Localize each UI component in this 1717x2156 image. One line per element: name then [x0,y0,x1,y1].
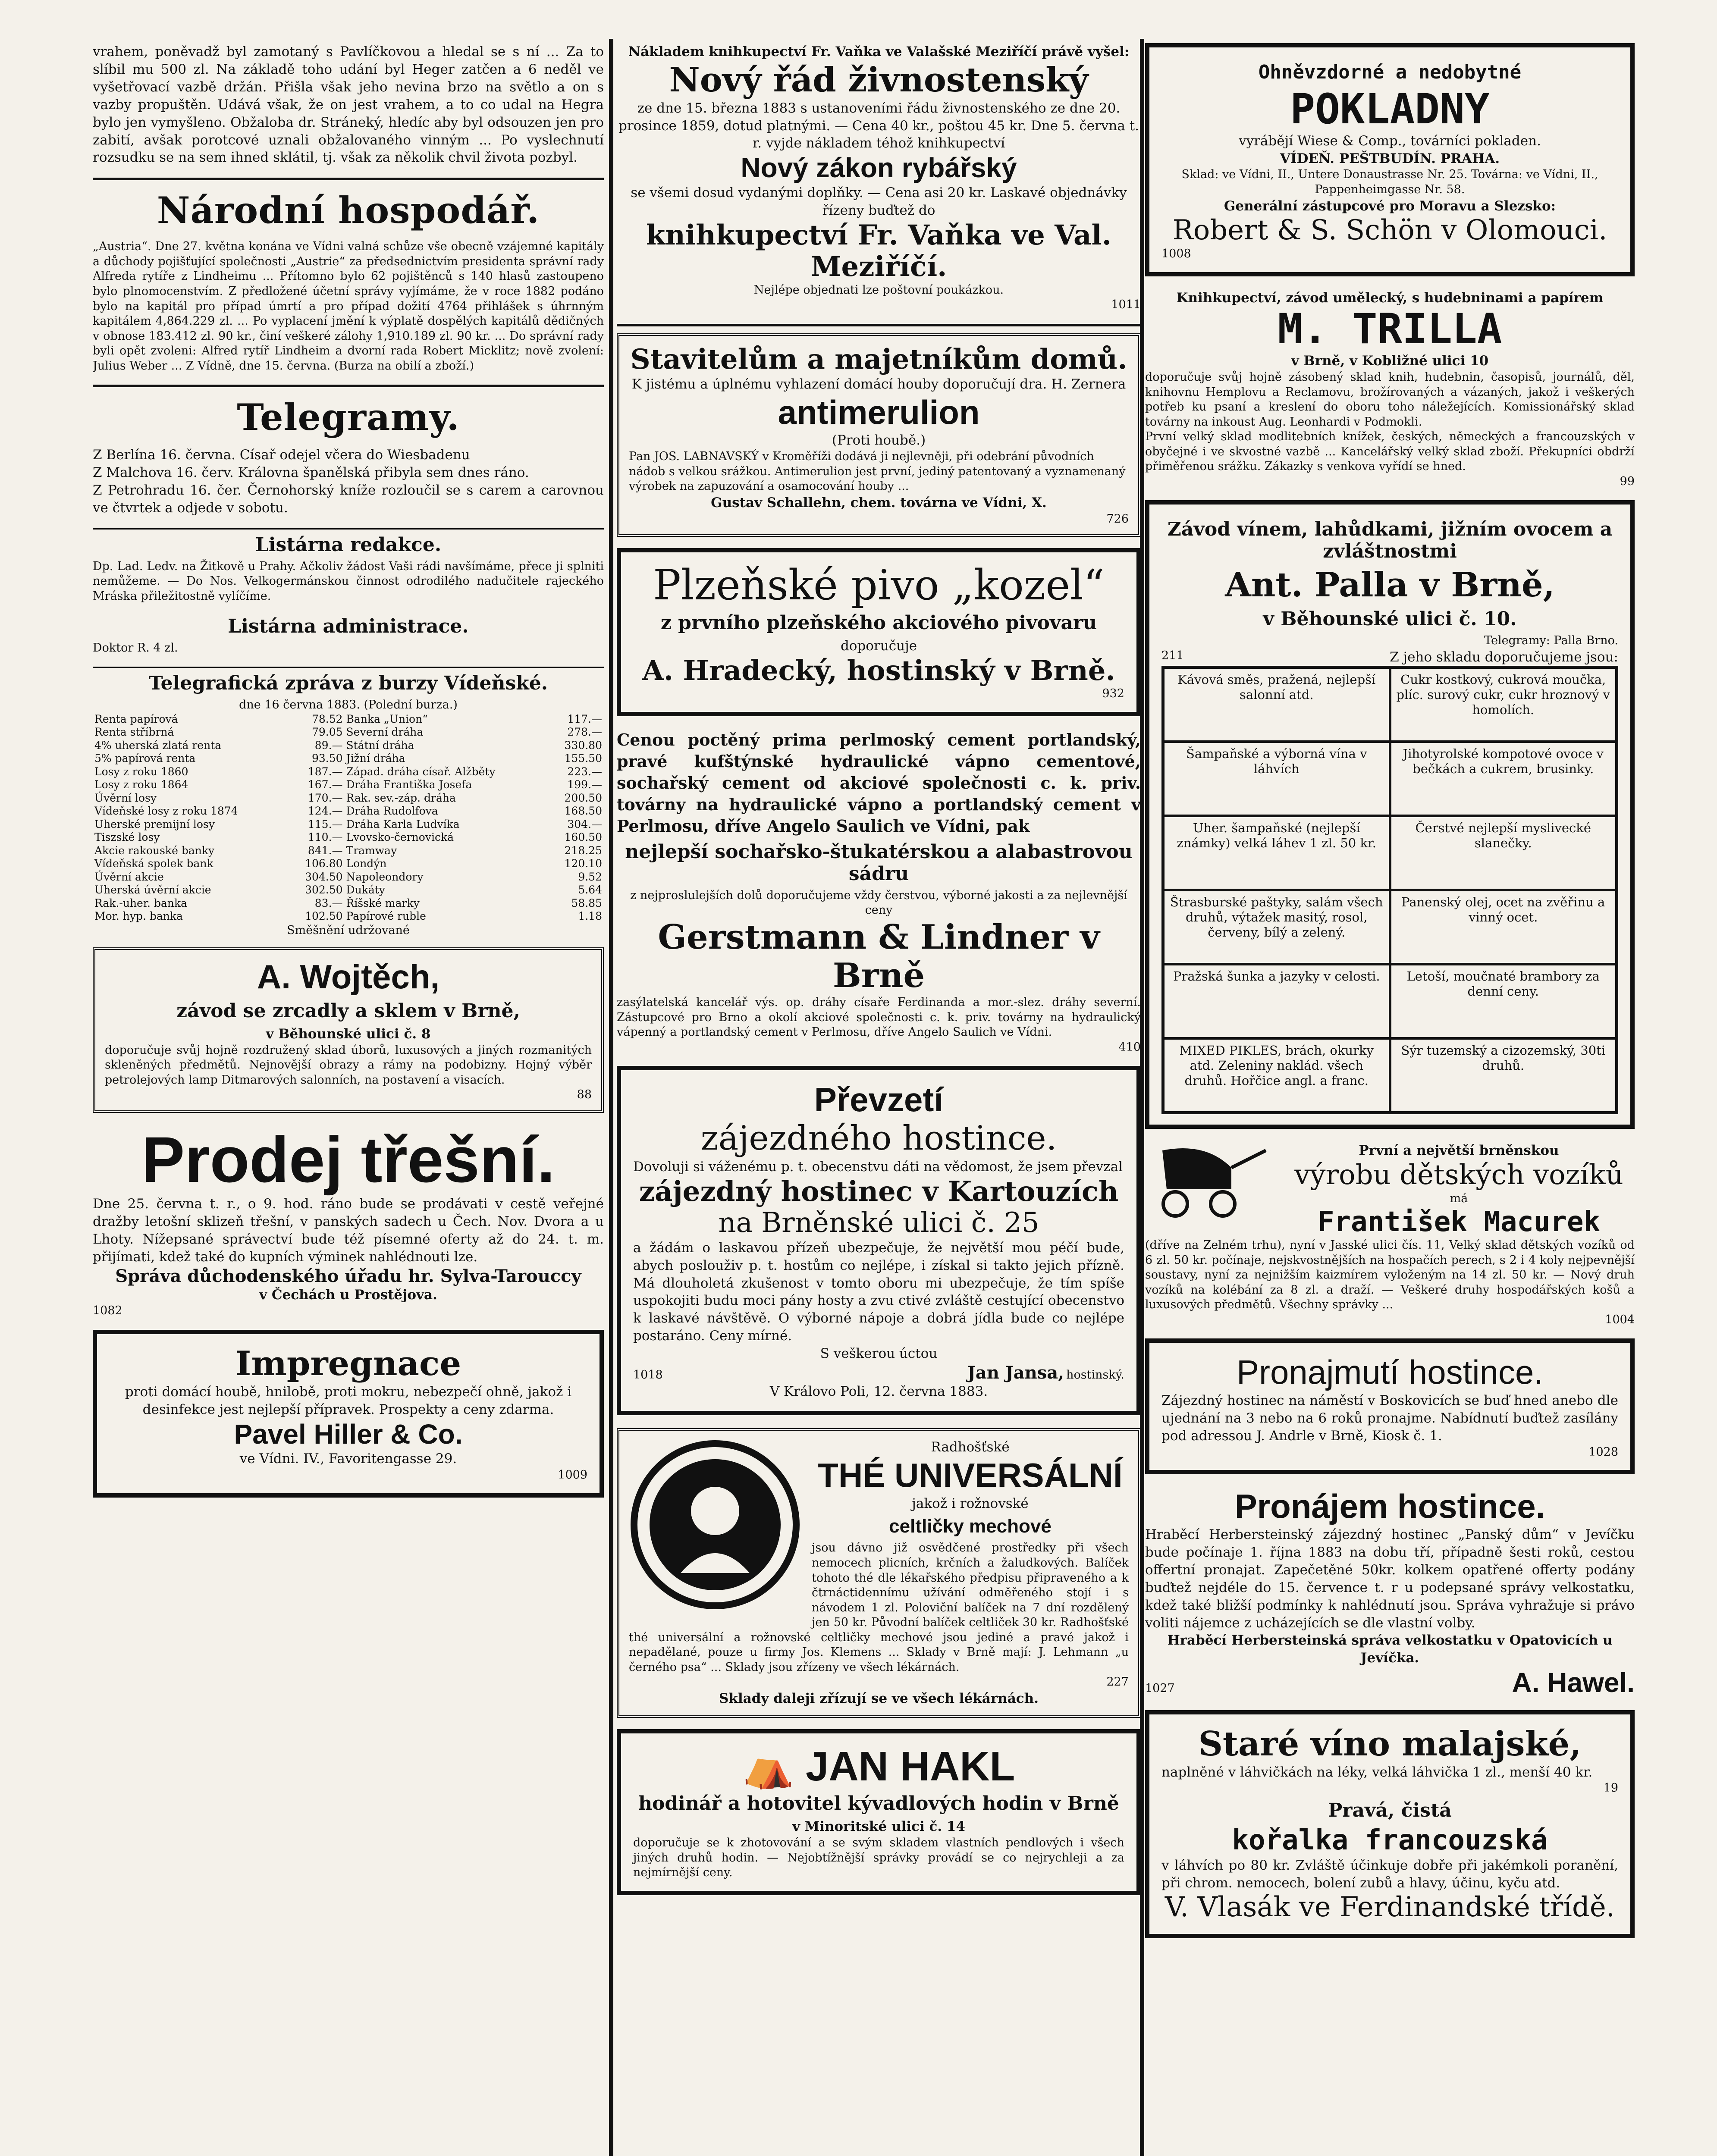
ad-law-title2: Nový zákon rybářský [741,152,1017,184]
ad-inn-street: na Brněnské ulici č. 25 [718,1207,1039,1239]
ad-impregnace-text: proti domácí houbě, hnilobě, proti mokru, nebezpečí ohně, jakož i desinfekce jest nejlepší přípravek. Prospekty a ceny zdarma. [125,1384,572,1417]
quote-value: 89.— [314,739,343,752]
quote-value: 160.50 [564,831,602,844]
ad-trilla-num: 99 [1620,474,1635,488]
product-cell: Pražská šunka a jazyky v celosti. [1163,964,1390,1038]
telegram-item: Z Berlína 16. června. Císař odejel včera do Wiesbadenu [93,447,470,463]
product-cell: Kávová směs, pražená, nejlepší salonní atd. [1163,667,1390,742]
ad-lease1-title: Pronajmutí hostince. [1236,1353,1544,1391]
product-cell: Štrasburské paštyky, salám všech druhů, výtažek masitý, rosol, červeny, bílý a zelený. [1163,890,1390,964]
ad-impregnace-name: Pavel Hiller & Co. [234,1418,463,1450]
divider [93,385,604,387]
quote-row [93,739,604,752]
quotes-date: dne 16 června 1883. (Polední burza.) [239,698,458,712]
quote-name: Losy z roku 1864 [94,778,188,791]
ad-lease-boskovice [1145,1338,1635,1474]
ad-cement-name: Gerstmann & Lindner v Brně [658,917,1100,996]
ad-lease2-text: Hraběcí Herbersteinský zájezdný hostinec „Panský dům“ v Jevíčku bude počínaje 1. října 1883 na dobu tří, případně šesti roků, cestou offertní pronajat. Zapečetěné 50kr. kolkem opatřené offerty podány buďtež nejdéle do 15. července t. r u podepsané správy velkostatku, kdež také bližší podmínky k nahlédnutí jsou. Správa vyhražuje si právo voliti nájemce z ucházejících se dle vlastní volby. [1145,1527,1635,1631]
ad-law-text2: se všemi dosud vydanými doplňky. — Cena asi 20 kr. Laskavé objednávky řízeny buďtež do [631,185,1127,218]
column-middle [617,43,1141,2156]
ad-cement-line2: nejlepší sochařsko-štukatérskou a alabastrovou sádru [625,840,1133,885]
quote-value: 330.80 [564,739,602,752]
ad-macurek [1145,1142,1635,1327]
ad-wine-title: Staré víno malajské, [1198,1724,1582,1764]
ad-inn-title: Převzetí [814,1081,944,1119]
ad-cement-num: 410 [1118,1040,1141,1054]
product-cell: Šampaňské a výborná vína v láhvích [1163,742,1390,816]
ad-wojtech-text: doporučuje svůj hojně rozdružený sklad úborů, luxusových a jiných rozmanitých skleněných předmětů. Nejnovější obrazy a rámy na podobizny. Hojný výběr petrolejových lamp Ditmarových salonních, na postavení a visacích. [105,1043,592,1087]
quote-name: Akcie rakouské banky [94,844,215,857]
admin-notes: Doktor R. 4 zl. [93,641,178,655]
ad-wojtech-num: 88 [577,1088,592,1102]
quote-value: 187.— [308,765,343,778]
ad-wine-name: V. Vlasák ve Ferdinandské třídě. [1165,1891,1615,1924]
quote-value: 83.— [314,896,343,909]
ad-antimerulion [617,333,1141,537]
quote-name: Západ. dráha císař. Alžběty [346,765,496,778]
ad-lease1-num: 1028 [1588,1445,1618,1459]
ad-wojtech-name: A. Wojtěch, [257,958,440,996]
quote-row [93,884,604,897]
ad-beer-title: Plzeňské pivo „kozel“ [653,561,1105,610]
quote-name: Renta stříbrná [94,726,174,739]
ad-beer-line: z prvního plzeňského akciového pivovaru [660,611,1097,634]
baby-carriage-icon [1145,1142,1274,1219]
ad-safes-title: POKLADNY [1290,85,1490,133]
ad-cherries [93,1124,604,1319]
ad-inn-place: V Královo Poli, 12. června 1883. [769,1384,988,1400]
ad-beer [617,548,1141,716]
quote-value: 304.50 [305,870,343,883]
quote-name: Vídeňská spolek bank [94,857,213,870]
divider [617,324,1141,326]
section-heading-telegrams: Telegramy. [237,396,460,439]
ad-palla-telegram: Telegramy: Palla Brno. [1484,634,1618,648]
product-cell: Sýr tuzemský a cizozemský, 30ti druhů. [1390,1038,1617,1112]
quote-value: 167.— [308,778,343,791]
ad-cherries-title: Prodej třešní. [141,1123,555,1196]
quote-name: Lvovsko-černovická [346,831,454,844]
quote-name: Londýn [346,857,387,870]
ad-universal-title: THÉ UNIVERSÁLNÍ [818,1456,1123,1494]
ad-wojtech-address: v Běhounské ulici č. 8 [266,1026,431,1042]
section-heading-economy: Národní hospodář. [157,189,540,232]
quote-name: Banka „Union“ [346,712,428,725]
ad-trilla-text2: První velký sklad modlitebních knížek, českých, německých a francouzských v obyčejné i ve skvostné vazbě ... Kancelářský velký sklad zboží. Překupníci obdrží přiměřenou srážku. Zákazky s venkova vyřídí se hned. [1145,430,1635,473]
product-cell: Cukr kostkový, cukrová moučka, plíc. surový cukr, cukr hroznový v homolích. [1390,667,1617,742]
quote-name: Dráha Karla Ludvíka [346,818,460,830]
quote-name: Tiszské losy [94,831,160,844]
medal-icon [629,1438,801,1611]
quote-name: Mor. hyp. banka [94,910,183,923]
ad-safes-warehouse: Sklad: ve Vídni, II., Untere Donaustrasse Nr. 25. Továrna: ve Vídni, II., Pappenheimgasse Nr. 58. [1181,168,1598,196]
ad-wojtech [93,947,604,1113]
ad-cherries-place: v Čechách u Prostějova. [259,1287,437,1303]
quote-name: Jižní dráha [346,752,405,765]
quote-value: 115.— [308,818,343,830]
ad-impregnace-place: ve Vídni. IV., Favoritengasse 29. [239,1451,457,1467]
quote-name: Dukáty [346,884,385,896]
quote-value: 102.50 [305,910,343,923]
ad-universal-line: jakož i rožnovské [912,1495,1029,1511]
ad-palla-num: 211 [1161,649,1184,662]
quote-name: 5% papírová renta [94,752,196,765]
ad-antimerulion-maker: Gustav Schallehn, chem. továrna ve Vídni, X. [711,495,1047,511]
ad-inn-name: zájezdný hostinec v Kartouzích [639,1175,1119,1208]
quote-name: Rak.-uher. banka [94,896,188,909]
ad-universal-num: 227 [1106,1675,1129,1689]
quote-name: Dráha Františka Josefa [346,778,472,791]
ad-impregnace [93,1330,604,1498]
ad-inn-num: 1018 [633,1368,663,1382]
quote-value: 155.50 [564,752,602,765]
quote-name: Rak. sev.-záp. dráha [346,791,456,804]
quote-row [93,818,604,831]
quote-value: 218.25 [564,844,602,857]
quote-value: 1.18 [578,910,602,923]
ad-palla [1145,500,1635,1129]
ad-trilla-name: M. TRILLA [1278,305,1502,354]
ad-macurek-num: 1004 [1605,1313,1635,1326]
ad-antimerulion-num: 726 [1106,512,1129,526]
ad-beer-rec: doporučuje [840,638,917,654]
ad-palla-product-grid [1161,666,1618,1114]
quote-value: 168.50 [564,805,602,818]
ad-antimerulion-extra: (Proti houbě.) [832,432,926,448]
quote-value: 120.10 [564,857,602,870]
ad-law-shop: knihkupectví Fr. Vaňka ve Val. Meziříčí. [646,219,1111,283]
quote-value: 223.— [567,765,602,778]
telegram-item: Z Petrohradu 16. čer. Černohorský kníže rozloučil se s carem a carovnou ve čtvrtek a odjede v sobotu. [93,483,604,516]
quote-value: 93.50 [311,752,343,765]
quote-row [93,844,604,858]
ad-universal-line2: celtličky mechové [889,1516,1052,1537]
ad-law-text: ze dne 15. března 1883 s ustanoveními řádu živnostenského ze dne 20. prosince 1859, dotud platnými. — Cena 40 kr., poštou 45 kr. Dne 5. června t. r. vyjde nákladem téhož knihkupectví [618,100,1139,151]
ad-cement-line3: z nejproslulejších dolů doporučujeme vždy čerstvou, výborné jakosti a za nejlevnější ceny [630,888,1127,917]
ad-lease2-title: Pronájem hostince. [1234,1487,1545,1526]
quote-value: 302.50 [305,884,343,896]
ad-lease2-name: A. Hawel. [1512,1667,1635,1698]
ad-universal-tea [617,1428,1141,1718]
quote-row [93,713,604,726]
quote-name: Tramway [346,844,397,857]
ad-safes-top: Ohněvzdorné a nedobytné [1258,61,1522,83]
ad-macurek-has: má [1450,1191,1468,1205]
ad-cherries-office: Správa důchodenského úřadu hr. Sylva-Tarouccy [115,1266,581,1286]
ad-cement [617,729,1141,1055]
quote-name: Uherské premijní losy [94,818,215,830]
quote-name: Severní dráha [346,726,424,739]
column-left [93,43,604,2156]
stock-quotes-table [93,713,604,923]
quote-row [93,897,604,910]
ad-macurek-text: (dříve na Zelném trhu), nyní v Jasské ulici čís. 11, Velký sklad dětských vozíků od 6 zl. 50 kr. počínaje, nejskvostnějších na hospačích perech, s 2 i 4 koly nejpevnější soustavy, nyní za nejnižším kaizmírem vyloženým na 14 zl. 50 kr. — Nový druh vozíků na kolébání za 8 zl. a draží. — Veškeré druhy hospodářských košů a luxusových předmětů. Všechny správky ... [1145,1238,1635,1312]
ad-impregnace-title: Impregnace [235,1344,461,1384]
ad-hakl-text: doporučuje se k zhotovování a se svým skladem vlastních pendlových i všech jiných druhů hodin. — Nejobtížnější správky provádí se co nejrychleji a za nejmírnější ceny. [633,1836,1124,1880]
ad-wine-text: naplněné v láhvičkách na léky, velká láhvička 1 zl., menší 40 kr. [1161,1764,1593,1780]
product-cell: MIXED PIKLES, brách, okurky atd. Zeleniny naklád. všech druhů. Hořčice angl. a franc. [1163,1038,1390,1112]
ad-beer-num: 932 [1102,687,1124,701]
product-cell: Panenský olej, ocet na zvěřinu a vinný ocet. [1390,890,1617,964]
quote-value: 106.80 [305,857,343,870]
quote-row [93,871,604,884]
ad-lease2-office: Hraběcí Herbersteinská správa velkostatku v Opatovicích u Jevíčka. [1167,1633,1613,1666]
ad-lease2-num: 1027 [1145,1682,1175,1695]
ad-antimerulion-text: Pan JOS. LABNAVSKÝ v Kroměříži dodává ji nejlevněji, při odebrání původních nádob s velkou srážkou. Antimerulion jest první, jediný patentovaný a vyznamenaný výrobek na zapuzování a osamocování houby ... [629,450,1126,493]
ad-palla-address: v Běhounské ulici č. 10. [1263,608,1517,630]
ad-inn-text2: a žádám o laskavou přízeň ubezpečuje, že největší mou péčí bude, abych poslouživ p. t. hostům co nejlépe, i získal si takto jejich přízně. Má dlouholetá zkušenost v tomto oboru mi ubezpečuje, že tím spíše uspokojiti budu moci pány hosty a zvu ctivé zvláště cestující obecenstvo k laskavé návštěvě. O výborné nápoje a dobrá jídla bude co nejlépe postaráno. Ceny mírné. [633,1240,1124,1344]
ad-cement-text: Cenou poctěný prima perlmoský cement portlandský, pravé kufštýnské hydraulické vápno cementové, sochařský cement od akciové společnosti c. k. priv. továrny na hydraulické vápno a portlandský cement v Perlmosu, dříve Angelo Saulich ve Vídni, pak [617,730,1141,836]
quote-value: 170.— [308,791,343,804]
quote-value: 78.52 [311,712,343,725]
ad-macurek-name: František Macurek [1317,1206,1601,1238]
quote-name: Napoleondory [346,870,424,883]
ad-antimerulion-name: antimerulion [778,393,980,431]
ad-law-num: 1011 [1111,298,1141,312]
ad-trilla-top: Knihkupectví, závod umělecký, s hudebninami a papírem [1176,290,1604,306]
ad-hakl-name: ⛺ JAN HAKL [742,1743,1015,1789]
quote-name: Úvěrní losy [94,791,157,804]
quote-value: 9.52 [578,870,602,883]
product-cell: Letoší, moučnaté brambory za denní ceny. [1390,964,1617,1038]
ad-trilla-text: doporučuje svůj hojně zásobený sklad knih, hudebnin, časopisů, journálů, děl, knihovnu Hemplovu a Reclamovu, brožírovaných a vázaných, jakož i veškerých potřeb ku psaní a kreslení do oboru toho náležejících. Komissionářský sklad továrny na inkoust Aug. Leonhardi v Podmokli. [1145,370,1635,429]
ad-hakl-address: v Minoritské ulici č. 14 [792,1819,966,1835]
ad-antimerulion-line: K jistému a úplnému vyhlazení domácí houby doporučují dra. H. Zernera [631,376,1126,392]
ad-trilla [1145,289,1635,489]
quote-value: 278.— [567,726,602,739]
ad-trade-law [617,43,1141,313]
quote-value: 841.— [308,844,343,857]
quote-value: 79.05 [311,726,343,739]
product-cell: Čerstvé nejlepší myslivecké slanečky. [1390,816,1617,890]
ad-hakl-line: hodinář a hotovitel kývadlových hodin v Brně [638,1792,1119,1815]
ad-wojtech-line: závod se zrcadly a sklem v Brně, [176,1000,520,1022]
ad-wine-sub: Pravá, čistá [1328,1799,1452,1822]
ad-lease-jevicko [1145,1487,1635,1699]
quote-row [93,726,604,739]
quote-row [93,857,604,871]
ad-palla-top: Závod vínem, lahůdkami, jižním ovocem a zvláštnostmi [1167,518,1613,563]
ad-inn-takeover [617,1066,1141,1415]
product-cell: Uher. šampaňské (nejlepší známky) velká láhev 1 zl. 50 kr. [1163,816,1390,890]
ad-hakl-name-text: JAN HAKL [805,1743,1015,1789]
quote-name: Státní dráha [346,739,414,752]
quote-row [93,778,604,792]
section-heading-editorial: Listárna redakce. [255,533,442,556]
divider [93,178,604,180]
quote-row [93,792,604,805]
quotes-heading: Telegrafická zpráva z burzy Vídeňské. [148,672,548,695]
ad-universal-top: Radhošťské [931,1439,1010,1455]
quote-value: 200.50 [564,791,602,804]
quote-value: 117.— [567,712,602,725]
column-rule-left [609,39,613,2156]
ad-lease2-signature-row [1145,1667,1635,1699]
ad-wine-title2: kořalka francouzská [1232,1824,1548,1857]
ad-safes-line: vyrábějí Wiese & Comp., továrníci pokladen. [1239,133,1541,149]
quote-name: Říšské marky [346,896,420,909]
ad-palla-intro: Z jeho skladu doporučujeme jsou: [1390,649,1618,665]
ad-inn-subtitle: zájezdného hostince. [700,1119,1057,1158]
divider [93,667,604,668]
ad-law-note: Nejlépe objednati lze poštovní poukázkou. [753,283,1004,297]
quote-name: Papírové ruble [346,910,426,923]
quote-row [93,752,604,765]
ad-wine-num: 19 [1603,1781,1618,1795]
quote-value: 58.85 [571,896,602,909]
quote-row [93,831,604,844]
ad-cement-text2: zasýlatelská kancelář výs. op. dráhy císaře Ferdinanda a mor.-slez. dráhy severní. Zástupcové pro Brno a okolí akciové společnosti c. k. priv. továrny na hydraulický vápenný a portlandský cement v Perlmosu, dříve Angelo Saulich ve Vídni. [617,996,1141,1039]
ad-inn-sign1: S veškerou úctou [820,1346,938,1362]
ad-safes-agent-name: Robert & S. Schön v Olomouci. [1172,214,1607,247]
column-right [1145,43,1635,2156]
ad-beer-name: A. Hradecký, hostinský v Brně. [642,654,1115,687]
ad-palla-intro-row [1161,649,1618,666]
ad-safes [1145,43,1635,276]
ad-law-title: Nový řád živnostenský [669,60,1089,100]
editorial-notes: Dp. Lad. Ledv. na Žitkově u Prahy. Ačkoliv žádost Vaši rádi navšímáme, přece ji splniti nemůžeme. — Do Nos. Velkogermánskou činnost odrodilého nadučitele rajeckého Mráska přiležitostně vylíčíme. [93,559,604,603]
ad-malaga-wine [1145,1710,1635,1938]
quote-value: 304.— [567,818,602,830]
ad-safes-num: 1008 [1161,247,1191,260]
ad-wine-text2: v láhvích po 80 kr. Zvláště účinkuje dobře při jakémkoli poranění, při chrom. nemocech, bolení zubů a hlavy, účinu, kyču atd. [1161,1857,1618,1891]
ad-macurek-top: První a největší brněnskou [1359,1143,1559,1159]
ad-inn-role: hostinský. [1066,1368,1124,1382]
quote-row [93,910,604,923]
divider [93,528,604,530]
article-intro: vrahem, poněvadž byl zamotaný s Pavlíčkovou a hledal se s ní ... Za to slíbil mu 500 zl. Na základě toho udání byl Heger zatčen a 6 neděl ve vyšetřovací vazbě držán. Přišla však jeho nevina brzo na světlo a on s vazby propuštěn. Udává však, že on jest vrahem, a to co udal na Hegra bylo jen vymyšleno. Obžaloba dr. Stráneký, hledíc aby byl odsouzen jen pro zabití, avšak porotcové uznali obžalovaného vinným ... Po vyslechnutí rozsudku se na sem ihned sklátil, tj. však za několik chvil života pozbyl. [93,44,604,166]
quote-name: Dráha Rudolfova [346,805,438,818]
quotes-note: Směšnění udržované [287,923,410,937]
ad-law-publisher: Nákladem knihkupectví Fr. Vaňka ve Valašské Meziříčí právě vyšel: [628,44,1130,60]
quote-value: 199.— [567,778,602,791]
telegram-item: Z Malchova 16. červ. Královna španělská přibyla sem dnes ráno. [93,465,529,481]
ad-trilla-address: v Brně, v Kobližné ulici 10 [1291,353,1489,369]
quote-name: Renta papírová [94,712,178,725]
section-heading-admin: Listárna administrace. [228,615,469,637]
quote-name: Úvěrní akcie [94,870,164,883]
quote-value: 110.— [308,831,343,844]
quote-name: Uherská úvěrní akcie [94,884,211,896]
ad-cherries-text: Dne 25. června t. r., o 9. hod. ráno bude se prodávati v cestě veřejné dražby letošní sklizeň třešní, v panských sadech u Čech. Nov. Dvora a u Lhoty. Nížepsané správectví bude též písemné oferty až do 24. t. m. přijímati, kdež také do kupních výminek nahlédnouti lze. [93,1196,604,1265]
ad-cherries-num: 1082 [93,1304,122,1318]
ad-palla-name: Ant. Palla v Brně, [1225,565,1555,605]
ad-macurek-title: výrobu dětských vozíků [1294,1159,1623,1191]
quote-value: 124.— [308,805,343,818]
ad-safes-agents: Generální zástupcové pro Moravu a Slezsko: [1224,198,1556,214]
quote-name: 4% uherská zlatá renta [94,739,222,752]
quote-name: Losy z roku 1860 [94,765,188,778]
ad-inn-signature-row [633,1363,1124,1383]
ad-inn-name2: Jan Jansa, [967,1363,1064,1383]
ad-universal-text: jsou dávno již osvědčené prostředky při všech nemocech plicních, krčních a žaludkových. Balíček tohoto thé dle lékařského předpisu připraveného a k čtrnáctidennímu užívání odměřeného stojí i s návodem 1 zl. Poloviční balíček na 7 dní rozdělený jen 50 kr. Původní balíček celtliček 30 kr. Radhošťské thé universální a rožnovské celtličky mechové jsou jediné a pravé jakož i nepadělané, pouze u firmy Jos. Klemens ... Sklady v Brně mají: J. Lehmann „u černého psa“ ... Sklady jsou zřízeny ve všech lékárnách. [629,1541,1129,1674]
quote-row [93,805,604,818]
product-cell: Jihotyrolské kompotové ovoce v bečkách a cukrem, brusinky. [1390,742,1617,816]
ad-hakl [617,1729,1141,1895]
ad-safes-cities: VÍDEŇ. PEŠTBUDÍN. PRAHA. [1280,150,1500,166]
quote-name: Vídeňské losy z roku 1874 [94,805,238,818]
telegram-list [93,446,604,517]
ad-antimerulion-top: Stavitelům a majetníkům domů. [630,343,1127,376]
ad-impregnace-num: 1009 [558,1468,587,1482]
article-economy: „Austria“. Dne 27. května konána ve Vídni valná schůze vše obecně vzájemné kapitály a důchody pojišťující společnosti „Austrie“ za předsednictvím presidenta správní rady Alfreda rytíře z Lindheimu ... Přítomno bylo 62 pojištěnců s 140 hlasů zastoupeno bylo plnomocenstvím. Z předložené účetní správy vyjímáme, že v roce 1882 podáno bylo na kapitál pro případ úmrtí a pro případ dožití 4764 přihlášek s úhrnným kapitálem 4,864.229 zl. ... Po vyplacení jmění k výplatě dospělých kapitálů dědičných v obnose 183.412 zl. 90 kr., činí veškeré zálohy 1,910.189 zl. 90 kr. ... Do správní rady byli opět zvoleni: Alfred rytíř Lindheim a dvorní rada Robert Micklitz; nově zvolení: Julius Weber ... Z Vídně, dne 15. června. (Burza na obilí a zboží.) [93,240,604,373]
ad-universal-footer: Sklady daleji zřízují se ve všech lékárnách. [719,1690,1039,1706]
ad-lease1-text: Zájezdný hostinec na náměstí v Boskovicích se buď hned anebo dle ujednání na 3 nebo na 6 roků pronajme. Nabídnutí buďtež zasílány pod adressou J. Andrle v Brně, Kiosk č. 1. [1161,1393,1618,1444]
ad-inn-text: Dovoluji si váženému p. t. obecenstvu dáti na vědomost, že jsem převzal [633,1159,1123,1175]
quote-row [93,765,604,779]
quote-value: 5.64 [578,884,602,896]
